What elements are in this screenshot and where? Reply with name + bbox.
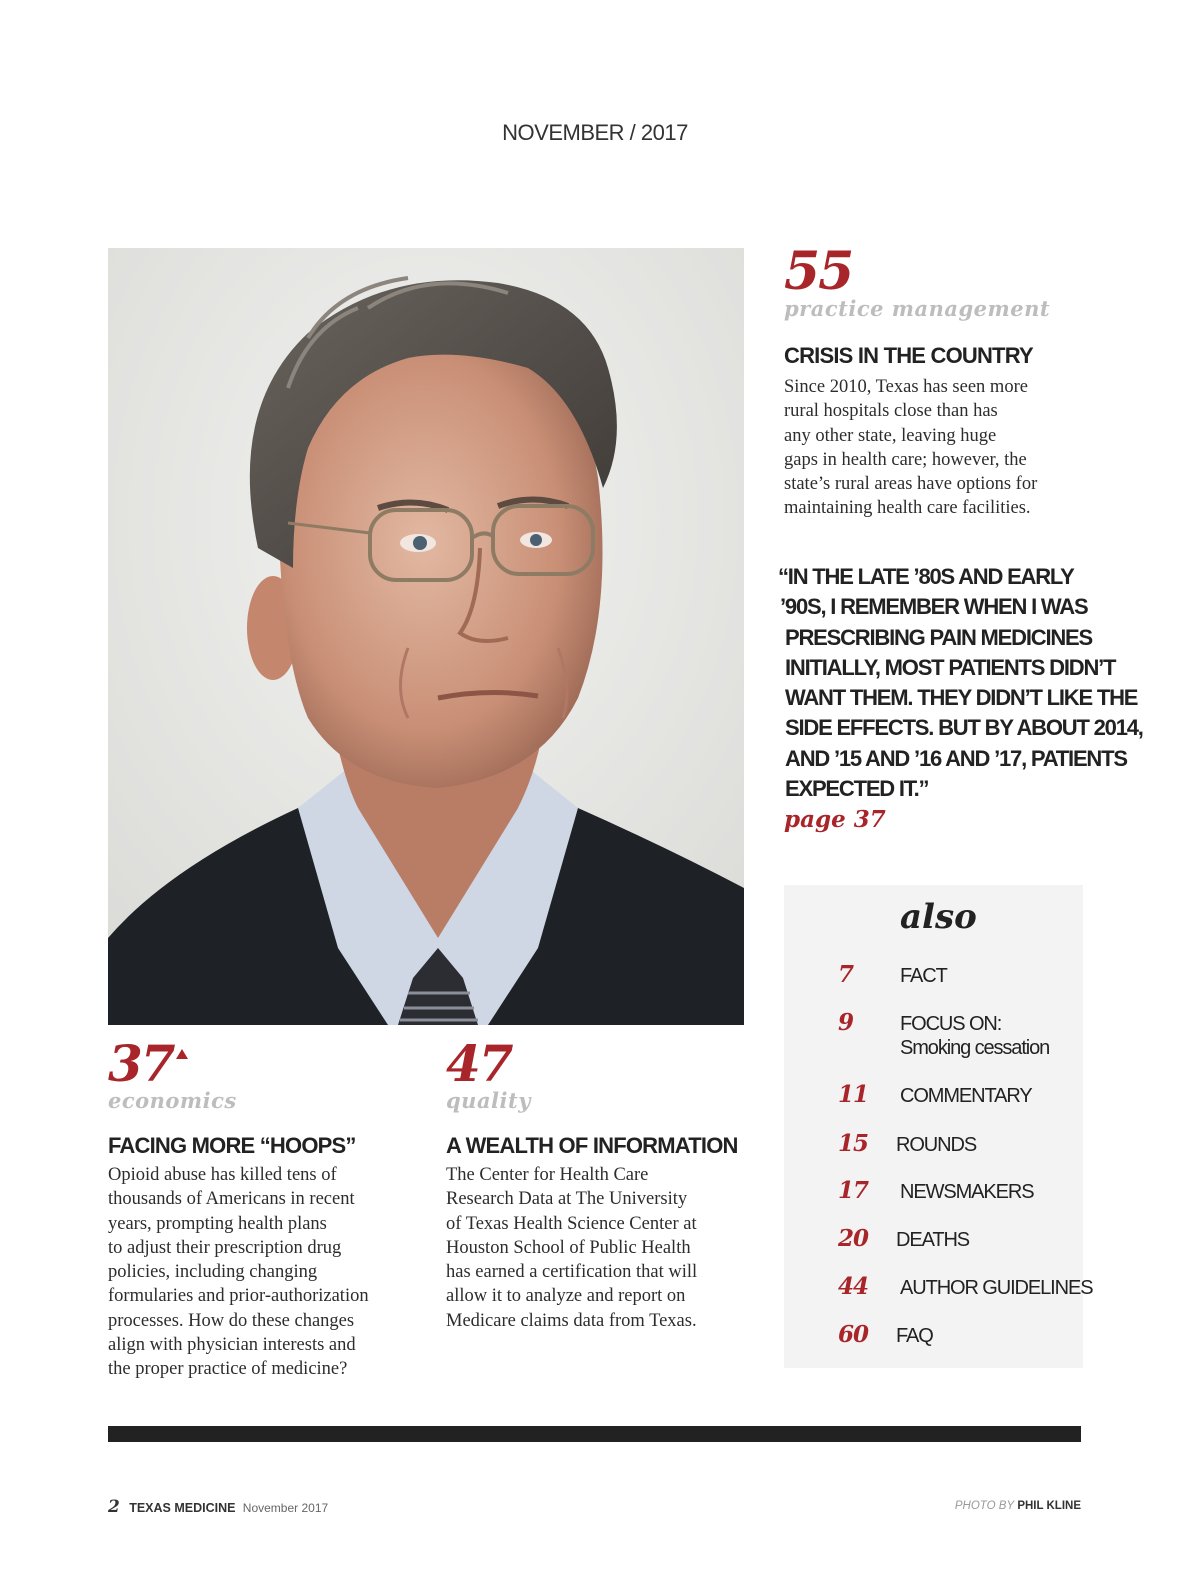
summary-line: of Texas Health Science Center at: [446, 1213, 697, 1234]
summary-line: gaps in health care; however, the: [784, 449, 1027, 470]
photo-credit: [955, 1500, 1081, 1512]
issue-date: NOVEMBER / 2017: [502, 120, 688, 145]
also-item-label-line2: Smoking cessation: [900, 1037, 1050, 1059]
feature-summary: [446, 1163, 746, 1333]
also-item-label: COMMENTARY: [900, 1085, 1032, 1107]
feature-page-number: 55: [784, 241, 853, 302]
feature-summary: [784, 375, 1084, 521]
quote-line: SIDE EFFECTS. BUT BY ABOUT 2014,: [785, 715, 1143, 741]
summary-line: the proper practice of medicine?: [108, 1359, 348, 1380]
photo-credit-prefix: PHOTO BY: [954, 1500, 1015, 1512]
summary-line: maintaining health care facilities.: [784, 498, 1031, 519]
summary-line: Houston School of Public Health: [446, 1237, 691, 1258]
summary-line: allow it to analyze and report on: [446, 1286, 686, 1307]
issue-month: November 2017: [242, 1501, 329, 1515]
feature-page-number: 47: [446, 1034, 512, 1093]
also-item-label: FAQ: [896, 1325, 933, 1347]
also-item-label: AUTHOR GUIDELINES: [900, 1277, 1093, 1299]
also-item-number: 9: [838, 1009, 854, 1036]
also-item-number: 7: [838, 961, 854, 988]
also-item-label: DEATHS: [896, 1229, 970, 1251]
magazine-name: TEXAS MEDICINE: [129, 1501, 236, 1515]
summary-line: state’s rural areas have options for: [784, 474, 1038, 495]
pull-quote: [778, 562, 1143, 834]
also-item-label: FACT: [900, 965, 947, 987]
summary-line: rural hospitals close than has: [784, 401, 998, 422]
quote-line: PRESCRIBING PAIN MEDICINES: [785, 624, 1092, 650]
feature-category: practice management: [784, 296, 1051, 321]
summary-line: policies, including changing: [108, 1262, 318, 1283]
folio-page-number: 2: [108, 1497, 120, 1517]
feature-quality[interactable]: [446, 1034, 746, 1333]
cover-portrait-photo: [108, 248, 744, 1025]
also-item-number: 17: [838, 1177, 869, 1204]
photographer-name: PHIL KLINE: [1017, 1500, 1081, 1512]
feature-title[interactable]: A WEALTH OF INFORMATION: [446, 1133, 738, 1158]
cover-story-arrow-icon: [176, 1049, 188, 1059]
quote-line: ’90S, I REMEMBER WHEN I WAS: [780, 594, 1088, 620]
quote-page-link[interactable]: page 37: [784, 806, 886, 834]
also-item-number: 11: [838, 1081, 869, 1108]
summary-line: Since 2010, Texas has seen more: [784, 377, 1028, 397]
summary-line: thousands of Americans in recent: [108, 1189, 355, 1210]
also-item-label-line1: FOCUS ON:: [900, 1013, 1002, 1035]
also-item-label: NEWSMAKERS: [900, 1181, 1034, 1203]
summary-line: formularies and prior-authorization: [108, 1286, 369, 1307]
summary-line: to adjust their prescription drug: [108, 1237, 342, 1258]
summary-line: Research Data at The University: [446, 1189, 688, 1210]
summary-line: processes. How do these changes: [108, 1310, 355, 1331]
also-item-number: 20: [838, 1225, 869, 1252]
summary-line: Opioid abuse has killed tens of: [108, 1165, 337, 1185]
feature-economics[interactable]: [108, 1034, 408, 1382]
summary-line: any other state, leaving huge: [784, 425, 997, 446]
also-item-number: 44: [838, 1273, 869, 1300]
also-item-number: 60: [838, 1321, 869, 1348]
quote-line: WANT THEM. THEY DIDN’T LIKE THE: [785, 685, 1138, 711]
summary-line: The Center for Health Care: [446, 1165, 649, 1185]
portrait-illustration: [108, 248, 744, 1025]
also-contents-box: [784, 885, 1093, 1368]
feature-summary: [108, 1163, 408, 1382]
summary-line: has earned a certification that will: [446, 1262, 698, 1283]
summary-line: years, prompting health plans: [108, 1213, 327, 1234]
quote-line: “IN THE LATE ’80S AND EARLY: [778, 564, 1074, 589]
also-title: also: [900, 897, 977, 937]
feature-title[interactable]: FACING MORE “HOOPS”: [108, 1133, 356, 1158]
footer-folio: [108, 1497, 328, 1517]
also-item-label: [900, 1012, 1049, 1060]
summary-line: Medicare claims data from Texas.: [446, 1310, 697, 1331]
summary-line: align with physician interests and: [108, 1335, 356, 1356]
also-item-label: ROUNDS: [896, 1134, 977, 1156]
feature-practice-management[interactable]: [784, 241, 1084, 521]
feature-page-number: [108, 1034, 408, 1093]
quote-line: INITIALLY, MOST PATIENTS DIDN’T: [785, 654, 1116, 680]
feature-title[interactable]: CRISIS IN THE COUNTRY: [784, 343, 1033, 368]
feature-category: quality: [446, 1088, 531, 1113]
quote-line: AND ’15 AND ’16 AND ’17, PATIENTS: [785, 745, 1127, 771]
feature-category: economics: [108, 1088, 237, 1113]
quote-line: EXPECTED IT.”: [785, 776, 929, 802]
footer-divider: [108, 1426, 1081, 1442]
feature-page-number-text: 37: [108, 1034, 174, 1093]
also-item-number: 15: [838, 1130, 869, 1157]
